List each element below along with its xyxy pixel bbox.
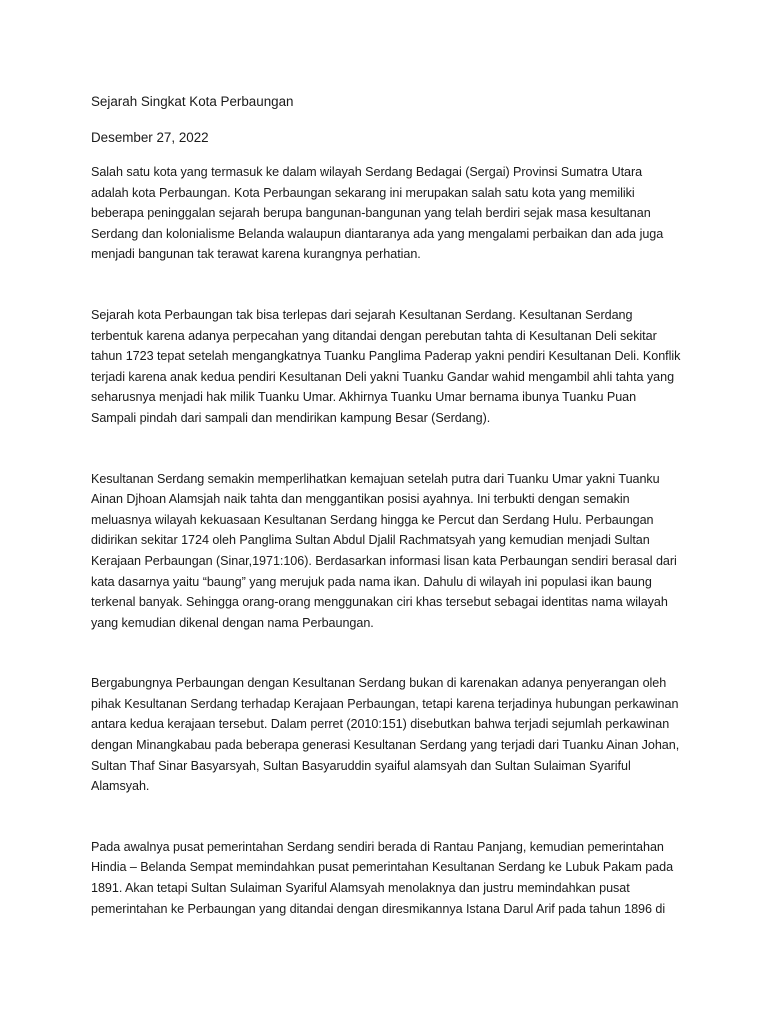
paragraph-4: Bergabungnya Perbaungan dengan Kesultanan Serdang bukan di karenakan adanya penyerangan oleh pihak Kesultanan Serdang terhadap Kerajaan Perbaungan, tetapi karena terjadinya hubungan perkawinan antara kedua kerajaan tersebut. Dalam perret (2010:151) disebutkan bahwa terjadi sejumlah perkawinan dengan Minangkabau pada beberapa generasi Kesultanan Serdang yang terjadi dari Tuanku Ainan Johan, Sultan Thaf Sinar Basyarsyah, Sultan Basyaruddin syaiful alamsyah dan Sultan Sulaiman Syariful Alamsyah. [91,676,680,794]
document-title: Sejarah Singkat Kota Perbaungan [91,94,294,109]
paragraph-5: Pada awalnya pusat pemerintahan Serdang sendiri berada di Rantau Panjang, kemudian pemerintahan Hindia – Belanda Sempat memindahkan pusat pemerintahan Kesultanan Serdang ke Lubuk Pakam pada 1891. Akan tetapi Sultan Sulaiman Syariful Alamsyah menolaknya dan justru memindahkan pusat pemerintahan ke Perbaungan yang ditandai dengan diresmikannya Istana Darul Arif pada tahun 1896 di [91,839,674,916]
paragraph-spacer [91,429,681,469]
paragraph-spacer [91,633,681,673]
paragraph-spacer [91,265,681,305]
paragraph-2: Sejarah kota Perbaungan tak bisa terlepas dari sejarah Kesultanan Serdang. Kesultanan Serdang terbentuk karena adanya perpecahan yang ditandai dengan perebutan tahta di Kesultanan Deli sekitar tahun 1723 tepat setelah mengangkatnya Tuanku Panglima Paderap yakni pendiri Kesultanan Deli. Konflik terjadi karena anak kedua pendiri Kesultanan Deli yakni Tuanku Gandar wahid mengambil ahli tahta yang seharusnya menjadi hak milik Tuanku Umar. Akhirnya Tuanku Umar bernama ibunya Tuanku Puan Sampali pindah dari sampali dan mendirikan kampung Besar (Serdang). [91,307,681,425]
document-date: Desember 27, 2022 [91,130,209,145]
paragraph-spacer [91,797,681,837]
paragraph-3: Kesultanan Serdang semakin memperlihatkan kemajuan setelah putra dari Tuanku Umar yakni Tuanku Ainan Djhoan Alamsjah naik tahta dan menggantikan posisi ayahnya. Ini terbukti dengan semakin meluasnya wilayah kekuasaan Kesultanan Serdang hingga ke Percut dan Serdang Hulu. Perbaungan didirikan sekitar 1724 oleh Panglima Sultan Abdul Djalil Rachmatsyah yang kemudian menjadi Sultan Kerajaan Perbaungan (Sinar,1971:106). Berdasarkan informasi lisan kata Perbaungan sendiri berasal dari kata dasarnya yaitu “baung” yang merujuk pada nama ikan. Dahulu di wilayah ini populasi ikan baung terkenal banyak. Sehingga orang-orang menggunakan ciri khas tersebut sebagai identitas nama wilayah yang kemudian dikenal dengan nama Perbaungan. [91,471,677,630]
document-body [91,92,681,919]
paragraph-1: Salah satu kota yang termasuk ke dalam wilayah Serdang Bedagai (Sergai) Provinsi Sumatra Utara adalah kota Perbaungan. Kota Perbaungan sekarang ini merupakan salah satu kota yang memiliki beberapa peninggalan sejarah berupa bangunan-bangunan yang telah berdiri sejak masa kesultanan Serdang dan kolonialisme Belanda walaupun diantaranya ada yang mengalami perbaikan dan ada juga menjadi bangunan tak terawat karena kurangnya perhatian. [91,165,664,262]
